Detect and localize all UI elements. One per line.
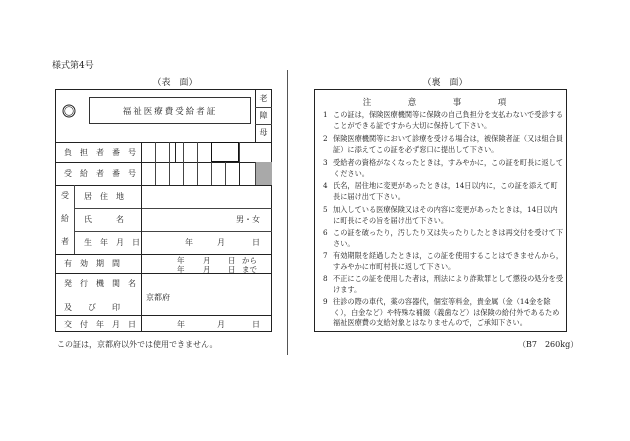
validity-label: 有 効 期 間: [64, 259, 120, 268]
front-side-label: （表 面）: [152, 78, 198, 88]
back-side-label: （裏 面）: [422, 78, 468, 88]
sex-selector[interactable]: 男・女: [236, 215, 260, 224]
valid-from-day-unit: 日: [228, 256, 236, 265]
prefecture-seal-icon: [62, 104, 76, 118]
note-item: 1 この証は，保険医療機関等に保険の自己負担分を支払わないで受診することができる証ですから大切に保持して下さい。: [323, 110, 564, 130]
issuer-prefecture: 京都府: [146, 293, 170, 302]
disability-category-box: 障: [259, 111, 268, 120]
recipient-certificate-front: [55, 89, 272, 332]
valid-from-year-unit: 年: [177, 256, 185, 265]
note-item: 5 加入している医療保険又はその内容に変更があったときは，14日以内に町長にその旨を届け出て下さい。: [323, 205, 558, 225]
certificate-title: 福祉医療費受給者証: [122, 107, 218, 117]
valid-from-suffix: から: [242, 256, 257, 265]
single-parent-category-box: 母: [259, 128, 268, 137]
valid-until-suffix: まで: [242, 265, 257, 274]
issuer-label: 発 行 機 関 名: [64, 279, 136, 288]
issue-date-label: 交 付 年 月 日: [64, 320, 136, 329]
birth-date-label: 生 年 月 日: [84, 238, 140, 247]
birth-year-unit: 年: [185, 238, 193, 247]
front-footnote: この証は，京都府以外では使用できません。: [57, 340, 218, 349]
note-item: 7 有効期限を経過したときは，この証を使用することはできませんから，すみやかに市町村長に返して下さい。: [323, 251, 564, 271]
precautions-title: 注 意 事 項: [362, 98, 521, 108]
precautions-panel: [314, 89, 567, 332]
name-label: 氏 名: [84, 215, 124, 224]
valid-until-year-unit: 年: [177, 265, 185, 274]
recipient-vertical-label-3: 者: [61, 237, 69, 246]
paper-size-note: （B7 260kg）: [518, 340, 579, 349]
valid-until-month-unit: 月: [203, 265, 211, 274]
note-item: 4 氏名，居住地に変更があったときは，14日以内に，この証を添えて町長に届け出て下さい。: [323, 181, 558, 201]
issuer-seal-label: 及 び 印: [64, 303, 120, 312]
note-item: 3 受給者の資格がなくなったときは，すみやかに，この証を町長に返してください。: [323, 158, 564, 178]
birth-day-unit: 日: [252, 238, 260, 247]
certificate-title-box: [89, 97, 251, 124]
recipient-number-label: 受 給 者 番 号: [64, 169, 136, 178]
payer-number-label: 負 担 者 番 号: [64, 148, 136, 157]
recipient-vertical-label-2: 給: [61, 214, 69, 223]
issue-month-unit: 月: [217, 320, 225, 329]
issue-day-unit: 日: [252, 320, 260, 329]
fold-divider: [287, 70, 288, 355]
note-item: 8 不正にこの証を使用した者は，刑法により詐欺罪として懲役の処分を受けます。: [323, 274, 564, 294]
elderly-category-box: 老: [259, 94, 268, 103]
recipient-vertical-label-1: 受: [61, 191, 69, 200]
note-item: 2 保険医療機関等において診療を受ける場合は，被保険者証（又は組合員証）に添えてこの証を必ず窓口に提出して下さい。: [323, 134, 564, 154]
valid-from-month-unit: 月: [203, 256, 211, 265]
form-number: 様式第4号: [52, 61, 94, 71]
note-item: 9 往診の際の車代，薬の容器代，個室等料金，貴金属（金（14金を除く），白金など）や特殊な補綴（義歯など）は保険の給付外であるため福祉医療費の支給対象とはなりませんので，ご承知下さい。: [323, 297, 560, 328]
address-label: 居 住 地: [84, 192, 124, 201]
birth-month-unit: 月: [217, 238, 225, 247]
issue-year-unit: 年: [177, 320, 185, 329]
valid-until-day-unit: 日: [228, 265, 236, 274]
note-item: 6 この証を破ったり，汚したり又は失ったりしたときは再交付を受けて下さい。: [323, 228, 564, 248]
